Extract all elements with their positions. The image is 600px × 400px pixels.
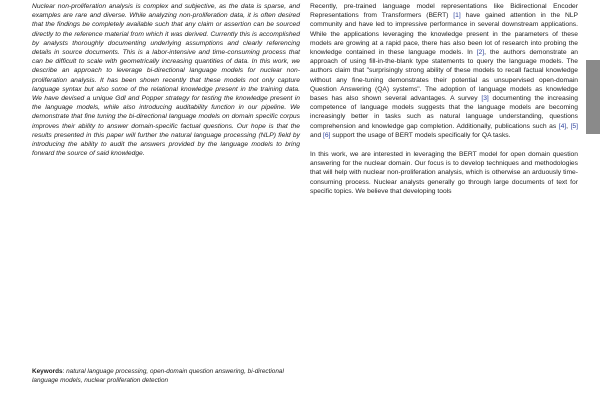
keywords-block: Keywords: natural language processing, open-domain question answering, bi-directional language models, nuclear proliferation detection xyxy=(32,368,284,384)
intro-paragraph-2: In this work, we are interested in leveraging the BERT model for open domain question answering for the nuclear domain. Our focus is to develop techniques and methodologies that will help with nuclear non-proliferation analysis, which is otherwise an arduously time-consuming process. Nuclear analysts generally go through large documents of text for specific topics. We believe that developing tools xyxy=(310,151,578,195)
abstract-column xyxy=(32,2,300,158)
intro-paragraph-1: Recently, pre-trained language model representations like Bidirectional Encoder Representations from Transformers (BERT) [1] have gained attention in the NLP community and have led to impressive performance in several downstream applications. While the applications leveraging the knowledge present in the parameters of these models are growing at a rapid pace, there has also been lot of research into probing the knowledge contained in these language models. In [2], the authors demonstrate an approach of using fill-in-the-blank type statements to query the language models. The authors claim that "surprisingly strong ability of these models to recall factual knowledge without any fine-tuning demonstrates their potential as unsupervised open-domain Question Answering (QA) systems". The adoption of language models as knowledge bases has also shown several advantages. A survey [3] documenting the increasing competence of language models suggests that the language models are becoming increasingly better in tasks such as natural language understanding, questions comprehension and knowledge gap completion. Additionally, publications such as [4], [5] and [6] support the usage of BERT models specifically for QA tasks. xyxy=(310,3,579,139)
citation-link[interactable]: [3] xyxy=(481,95,489,103)
section-side-tab xyxy=(586,60,600,134)
citation-link[interactable]: [5] xyxy=(570,122,579,130)
abstract-text: Nuclear non-proliferation analysis is complex and subjective, as the data is sparse, and examples are rare and diverse. While analyzing non-proliferation data, it is often desired that the findings be completely available such that any claim or assertion can be sourced directly to the reference material from which it was derived. Currently this is accomplished by analysts thoroughly documenting underlying assumptions and clearly referencing details in source documents. This is a labor-intensive and time-consuming process that can be difficult to scale with geometrically increasing quantities of data. In this work, we describe an approach to leverage bi-directional language models for nuclear non-proliferation analysis. It has been shown recently that these models not only capture language syntax but also some of the relational knowledge present in the training data. We have devised a unique Gdl and Popper strategy for testing the knowledge present in the language models, while also introducing auditability function in our pipeline. We demonstrate that fine tuning the bi-directional language models on domain specific corpus improves their ability to answer domain-specific factual questions. Our hope is that the results presented in this paper will further the natural language processing (NLP) field by introducing the ability to audit the answers provided by the language models to bring forward the source of said knowledge. xyxy=(32,3,300,158)
citation-link[interactable]: [6] xyxy=(323,131,331,139)
citation-link[interactable]: [2] xyxy=(476,49,485,57)
keywords-text: natural language processing, open-domain question answering, bi-directional language models, nuclear proliferation detection xyxy=(32,368,284,384)
introduction-column xyxy=(310,2,578,196)
keywords-label: Keywords xyxy=(32,368,63,375)
citation-link[interactable]: [1] xyxy=(453,12,461,20)
citation-link[interactable]: [4] xyxy=(558,122,567,130)
